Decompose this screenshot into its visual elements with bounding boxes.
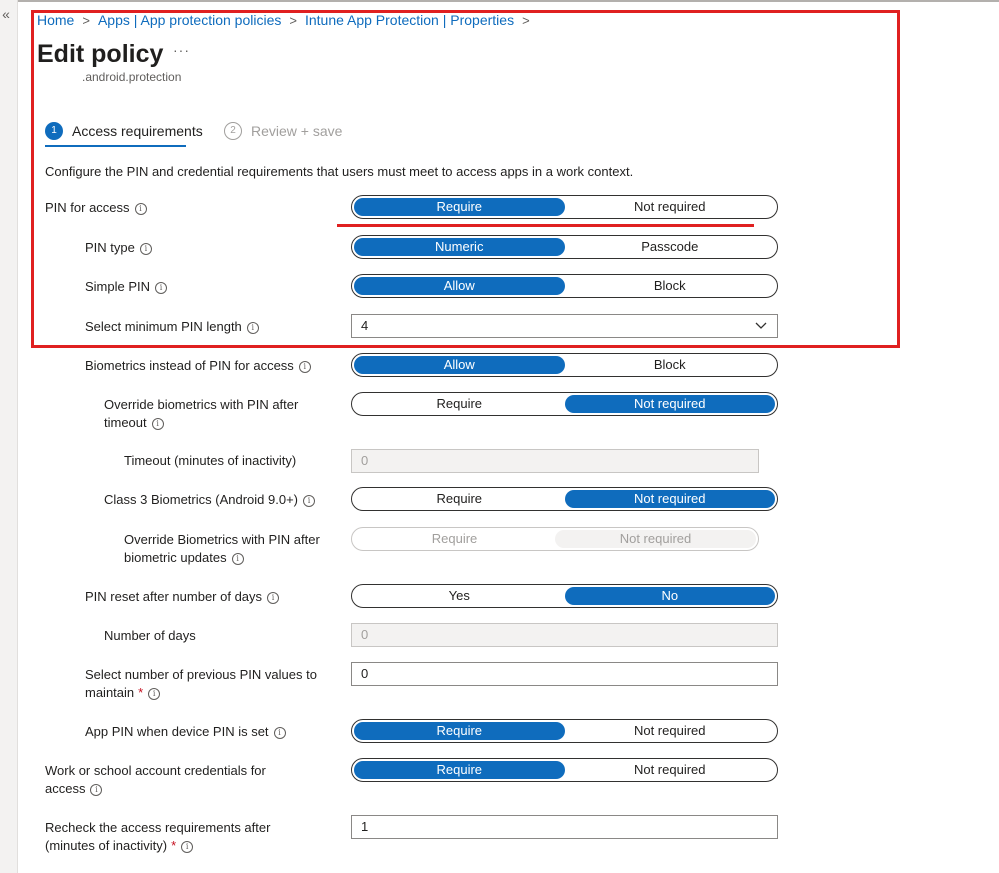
step-label: Access requirements	[72, 123, 203, 139]
breadcrumb-app-protection-policies-link[interactable]: Apps | App protection policies	[97, 12, 282, 28]
breadcrumb-properties-link[interactable]: Intune App Protection | Properties	[304, 12, 515, 28]
dropdown-value: 4	[361, 318, 369, 333]
toggle-option-numeric[interactable]: Numeric	[354, 238, 565, 256]
policy-subtitle: .android.protection	[82, 70, 182, 84]
top-divider	[18, 0, 999, 2]
override-biometric-updates-label: Override Biometrics with PIN after biometric updates i	[124, 532, 320, 565]
toggle-option-not-required[interactable]: Not required	[565, 395, 776, 413]
work-credentials-label: Work or school account credentials for access i	[45, 763, 266, 796]
info-icon[interactable]: i	[140, 243, 152, 255]
required-marker: *	[138, 685, 144, 700]
collapse-panel-icon[interactable]: «	[2, 6, 10, 22]
toggle-option-not-required: Not required	[555, 530, 756, 548]
biometrics-toggle[interactable]	[351, 353, 778, 377]
min-pin-length-label: Select minimum PIN length i	[85, 318, 259, 336]
biometrics-label: Biometrics instead of PIN for access i	[85, 357, 311, 375]
previous-pins-label: Select number of previous PIN values to maintain * i	[85, 667, 317, 700]
left-collapse-strip	[0, 0, 18, 873]
toggle-option-require[interactable]: Require	[354, 761, 565, 779]
override-biometrics-toggle[interactable]	[351, 392, 778, 416]
toggle-option-require[interactable]: Require	[354, 198, 565, 216]
app-pin-device-pin-label: App PIN when device PIN is set i	[85, 723, 286, 741]
annotation-underline	[337, 224, 754, 227]
annotation-highlight-box	[31, 10, 900, 348]
toggle-option-allow[interactable]: Allow	[354, 356, 565, 374]
step-number-badge: 2	[224, 122, 242, 140]
info-icon[interactable]: i	[303, 495, 315, 507]
pin-for-access-label: PIN for access i	[45, 199, 147, 217]
pin-reset-label: PIN reset after number of days i	[85, 588, 279, 606]
toggle-option-not-required[interactable]: Not required	[565, 490, 776, 508]
breadcrumb-home-link[interactable]: Home	[37, 12, 75, 28]
info-icon[interactable]: i	[247, 322, 259, 334]
toggle-option-no[interactable]: No	[565, 587, 776, 605]
recheck-label: Recheck the access requirements after (minutes of inactivity) * i	[45, 820, 271, 853]
number-of-days-input: 0	[351, 623, 778, 647]
info-icon[interactable]: i	[274, 727, 286, 739]
toggle-option-passcode[interactable]: Passcode	[641, 239, 699, 254]
override-biometric-updates-toggle	[351, 527, 759, 551]
simple-pin-label: Simple PIN i	[85, 278, 167, 296]
toggle-option-not-required[interactable]: Not required	[633, 199, 706, 214]
intro-text: Configure the PIN and credential requirements that users must meet to access apps in a work context.	[45, 164, 634, 179]
info-icon[interactable]: i	[299, 361, 311, 373]
toggle-option-not-required[interactable]: Not required	[633, 762, 706, 777]
chevron-right-icon: >	[522, 12, 530, 28]
app-pin-device-pin-toggle[interactable]	[351, 719, 778, 743]
pin-reset-toggle[interactable]	[351, 584, 778, 608]
toggle-option-require[interactable]: Require	[436, 396, 483, 411]
previous-pins-input[interactable]: 0	[351, 662, 778, 686]
class3-biometrics-toggle[interactable]	[351, 487, 778, 511]
work-credentials-toggle[interactable]	[351, 758, 778, 782]
step-label: Review + save	[251, 123, 343, 139]
toggle-option-allow[interactable]: Allow	[354, 277, 565, 295]
toggle-option-not-required[interactable]: Not required	[633, 723, 706, 738]
number-of-days-label: Number of days	[104, 628, 196, 643]
toggle-option-block[interactable]: Block	[653, 357, 686, 372]
toggle-option-require[interactable]: Require	[354, 722, 565, 740]
toggle-option-require: Require	[431, 531, 478, 546]
timeout-input: 0	[351, 449, 759, 473]
class3-biometrics-label: Class 3 Biometrics (Android 9.0+) i	[104, 491, 315, 509]
override-biometrics-label: Override biometrics with PIN after timeout i	[104, 397, 299, 430]
toggle-option-yes[interactable]: Yes	[448, 588, 470, 603]
toggle-option-block[interactable]: Block	[653, 278, 686, 293]
info-icon[interactable]: i	[232, 553, 244, 565]
recheck-input[interactable]: 1	[351, 815, 778, 839]
info-icon[interactable]: i	[135, 203, 147, 215]
page-title: Edit policy	[37, 40, 164, 68]
info-icon[interactable]: i	[155, 282, 167, 294]
info-icon[interactable]: i	[148, 688, 160, 700]
info-icon[interactable]: i	[267, 592, 279, 604]
toggle-option-require[interactable]: Require	[436, 491, 483, 506]
info-icon[interactable]: i	[152, 418, 164, 430]
chevron-right-icon: >	[289, 12, 297, 28]
info-icon[interactable]: i	[181, 841, 193, 853]
required-marker: *	[171, 838, 177, 853]
pin-type-label: PIN type i	[85, 239, 152, 257]
step-number-badge: 1	[45, 122, 63, 140]
info-icon[interactable]: i	[90, 784, 102, 796]
chevron-right-icon: >	[82, 12, 90, 28]
more-options-icon[interactable]: ···	[173, 42, 190, 58]
timeout-label: Timeout (minutes of inactivity)	[124, 453, 297, 468]
